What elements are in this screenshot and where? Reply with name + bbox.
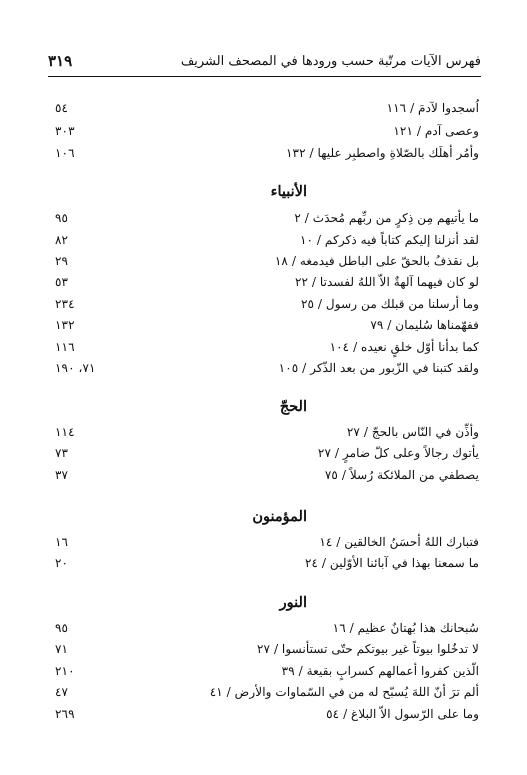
verse-reference: ما يأتيهم مِن ذِكرٍ من ربِّهم مُحدَث / ٢ [294, 211, 479, 225]
index-entry [55, 254, 479, 272]
index-entry [55, 664, 479, 682]
index-entry [55, 361, 479, 379]
page-reference: ٧١ [55, 642, 69, 656]
page-reference: ١٣٢ [55, 318, 75, 332]
verse-reference: وأمُر أهلَك بالصّلاةِ واصطبِر عليها / ١٣٢ [285, 146, 479, 160]
page-reference: ٧١، ١٩٠ [55, 361, 96, 375]
index-entry [55, 101, 479, 119]
surah-heading: المؤمنون [252, 508, 307, 525]
page-reference: ٢١٠ [55, 664, 75, 678]
surah-heading: النور [279, 594, 307, 611]
page-reference: ٣٠٣ [55, 124, 75, 138]
index-entry [55, 468, 479, 486]
page-reference: ٩٥ [55, 211, 69, 225]
verse-reference: فتبارك اللهُ أحسَنُ الخالقين / ١٤ [319, 535, 479, 549]
page-reference: ٤٧ [55, 685, 69, 699]
verse-reference: وعصى آدم / ١٢١ [393, 124, 479, 138]
index-entry [55, 621, 479, 639]
page-reference: ٢٠ [55, 556, 69, 570]
page-number: ٣١٩ [48, 52, 73, 70]
page-reference: ٢٣٤ [55, 297, 75, 311]
verse-reference: ولقد كتبنا في الزّبور من بعد الذّكر / ١٠٥ [278, 361, 479, 375]
verse-reference: يصطفي من الملائكة رُسلاً / ٧٥ [324, 468, 479, 482]
verse-reference: ألم ترَ أنّ اللهَ يُسبّح له من في السّماوات والأرض / ٤١ [209, 685, 479, 699]
page-reference: ٨٢ [55, 233, 69, 247]
page-reference: ٩٥ [55, 621, 69, 635]
verse-reference: ففهّمناها سُليمان / ٧٩ [370, 318, 479, 332]
page-reference: ١٠٦ [55, 146, 75, 160]
verse-reference: وأذِّن في النّاس بالحجّ / ٢٧ [346, 425, 479, 439]
surah-heading: الحجّ [279, 398, 307, 415]
index-entry [55, 685, 479, 703]
page-reference: ١١٤ [55, 425, 75, 439]
page-reference: ٢٦٩ [55, 707, 75, 721]
verse-reference: لا تدخُلوا بيوتاً غير بيوتكم حتّى تستأنسوا / ٢٧ [256, 642, 479, 656]
verse-reference: اُسجدوا لآدمَ / ١١٦ [386, 101, 479, 115]
page-reference: ٢٩ [55, 254, 69, 268]
page-reference: ٥٣ [55, 275, 69, 289]
verse-reference: وما على الرّسول الاّ البلاغ / ٥٤ [326, 707, 479, 721]
page-reference: ١٦ [55, 535, 69, 549]
verse-reference: وما أرسلنا من قبلك من رسول / ٢٥ [300, 297, 479, 311]
index-entry [55, 707, 479, 725]
verse-reference: لقد أنزلنا إليكم كتاباً فيه ذكركم / ١٠ [299, 233, 479, 247]
index-entry [55, 556, 479, 574]
verse-reference: سُبحانك هذا بُهتانٌ عظيم / ١٦ [332, 621, 479, 635]
index-entry [55, 425, 479, 443]
page-header [48, 52, 481, 77]
verse-reference: بل نقذفُ بالحقّ على الباطل فيدمغه / ١٨ [274, 254, 479, 268]
page-reference: ١١٦ [55, 340, 75, 354]
page-reference: ٥٤ [55, 101, 69, 115]
index-entry [55, 318, 479, 336]
index-entry [55, 642, 479, 660]
index-entry [55, 297, 479, 315]
index-entry [55, 146, 479, 164]
index-entry [55, 124, 479, 142]
page-reference: ٣٧ [55, 468, 69, 482]
verse-reference: ما سمعنا بهذا في آبائنا الأوّلين / ٢٤ [304, 556, 479, 570]
page-reference: ٧٣ [55, 446, 69, 460]
verse-reference: كما بدأنا أوّل خلقٍ نعيده / ١٠٤ [329, 340, 479, 354]
index-entry [55, 211, 479, 229]
index-entry [55, 233, 479, 251]
header-title: فهرس الآيات مرتّبة حسب ورودها في المصحف الشريف [180, 54, 481, 69]
verse-reference: لو كان فيهما آلهةٌ الاّ اللهُ لفسدتا / ٢٢ [294, 275, 479, 289]
verse-reference: الّذين كفروا أعمالهم كسرابٍ بقيعة / ٣٩ [281, 664, 479, 678]
verse-reference: يأتوك رجالاً وعلى كلّ ضامرٍ / ٢٧ [317, 446, 479, 460]
surah-heading: الأنبياء [270, 183, 307, 200]
index-entry [55, 275, 479, 293]
index-entry [55, 535, 479, 553]
index-entry [55, 446, 479, 464]
index-entry [55, 340, 479, 358]
